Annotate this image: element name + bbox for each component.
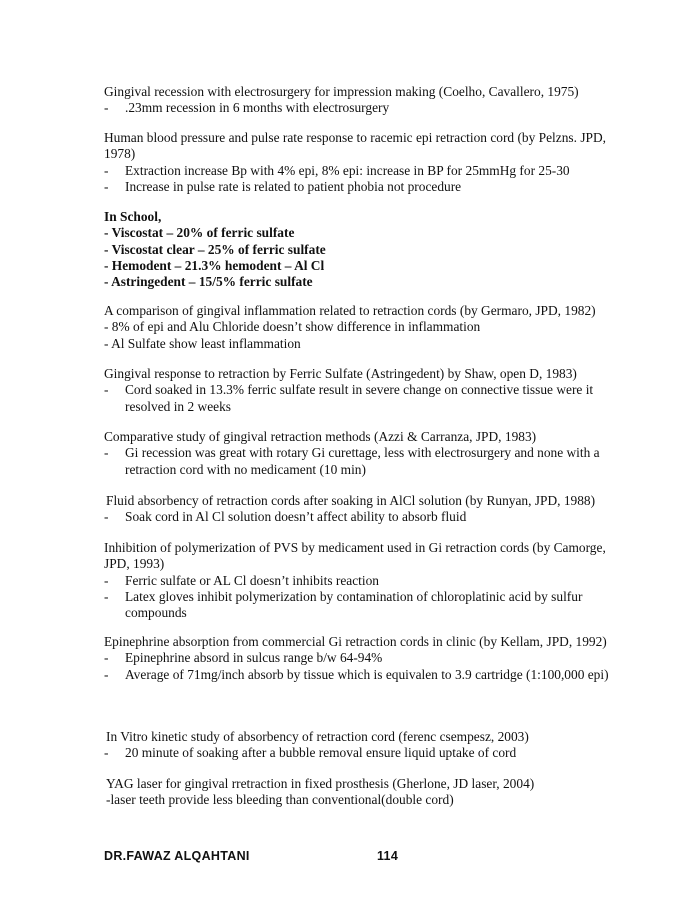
- footer-author: DR.FAWAZ ALQAHTANI: [104, 849, 250, 863]
- bullet-dash: -: [104, 588, 109, 604]
- bullet-item: [104, 179, 624, 195]
- page-number: 114: [377, 849, 399, 863]
- bullet-text: .23mm recession in 6 months with electrosurgery: [125, 100, 390, 116]
- bullet-item: [104, 509, 626, 525]
- bullet-item: [104, 445, 624, 478]
- bullet-text: Cord soaked in 13.3% ferric sulfate result in severe change on connective tissue were it resolved in 2 weeks: [125, 382, 594, 414]
- section-electrosurgery-recession: [104, 84, 624, 117]
- product-line: - Hemodent – 21.3% hemodent – Al Cl: [104, 257, 325, 273]
- bullet-dash: -: [104, 445, 109, 461]
- bullet-dash: -: [104, 650, 109, 666]
- bullet-text: Increase in pulse rate is related to patient phobia not procedure: [125, 178, 462, 194]
- bullet-text: Ferric sulfate or AL Cl doesn’t inhibits reaction: [125, 572, 379, 588]
- section-heading: A comparison of gingival inflammation related to retraction cords (by Germaro, JPD, 1982): [104, 303, 596, 318]
- section-pvs-polymerization: [104, 540, 624, 621]
- section-heading: Gingival recession with electrosurgery for impression making (Coelho, Cavallero, 1975): [104, 84, 579, 99]
- bullet-dash: -: [104, 100, 109, 116]
- section-in-school: [104, 209, 624, 290]
- section-heading: In School,: [104, 209, 162, 224]
- plain-line: -laser teeth provide less bleeding than conventional(double cord): [106, 792, 454, 808]
- plain-line: - Al Sulfate show least inflammation: [104, 335, 301, 351]
- bullet-text: 20 minute of soaking after a bubble removal ensure liquid uptake of cord: [125, 745, 517, 761]
- bullet-dash: -: [104, 666, 109, 682]
- bullet-item: [104, 650, 624, 666]
- bullet-item: [104, 589, 624, 622]
- bullet-item: [104, 163, 624, 179]
- bullet-dash: -: [104, 382, 109, 398]
- bullet-text: Gi recession was great with rotary Gi curettage, less with electrosurgery and none with a retraction cord with no medicament (10 min): [125, 445, 600, 477]
- plain-line: - 8% of epi and Alu Chloride doesn’t show difference in inflammation: [104, 319, 481, 335]
- bullet-dash: -: [104, 509, 109, 525]
- section-heading: Comparative study of gingival retraction methods (Azzi & Carranza, JPD, 1983): [104, 429, 537, 444]
- section-fluid-absorbency: [106, 493, 626, 526]
- product-line: - Astringedent – 15/5% ferric sulfate: [104, 274, 313, 290]
- section-heading: Gingival response to retraction by Ferric Sulfate (Astringedent) by Shaw, open D, 1983): [104, 366, 577, 381]
- bullet-dash: -: [104, 572, 109, 588]
- bullet-text: Epinephrine absord in sulcus range b/w 64-94%: [125, 650, 383, 666]
- bullet-dash: -: [104, 162, 109, 178]
- bullet-dash: -: [104, 178, 109, 194]
- product-line: - Viscostat – 20% of ferric sulfate: [104, 225, 295, 241]
- section-epinephrine-absorption: [104, 634, 624, 683]
- bullet-text: Average of 71mg/inch absorb by tissue which is equivalen to 3.9 cartridge (1:100,000 epi): [125, 666, 609, 682]
- product-line: - Viscostat clear – 25% of ferric sulfate: [104, 241, 326, 257]
- bullet-text: Soak cord in Al Cl solution doesn’t affect ability to absorb fluid: [125, 509, 467, 525]
- bullet-item: [104, 573, 624, 589]
- section-ferric-sulfate-response: [104, 366, 624, 415]
- bullet-item: [104, 745, 626, 761]
- section-heading: YAG laser for gingival rretraction in fixed prosthesis (Gherlone, JD laser, 2004): [106, 776, 535, 791]
- bullet-text: Latex gloves inhibit polymerization by contamination of chloroplatinic acid by sulfur compounds: [125, 588, 583, 621]
- bullet-dash: -: [104, 745, 109, 761]
- section-heading: In Vitro kinetic study of absorbency of retraction cord (ferenc csempesz, 2003): [106, 729, 529, 744]
- bullet-item: [104, 667, 624, 683]
- section-blood-pressure-response: [104, 130, 624, 195]
- section-yag-laser: [106, 776, 626, 809]
- bullet-item: [104, 100, 624, 116]
- section-heading: Inhibition of polymerization of PVS by medicament used in Gi retraction cords (by Camorge, JPD, 1993): [104, 540, 606, 572]
- section-in-vitro-kinetic: [106, 729, 626, 762]
- section-gingival-inflammation: [104, 303, 624, 352]
- bullet-item: [104, 382, 624, 415]
- bullet-text: Extraction increase Bp with 4% epi, 8% epi: increase in BP for 25mmHg for 25-30: [125, 162, 570, 178]
- section-heading: Fluid absorbency of retraction cords after soaking in AlCl solution (by Runyan, JPD, 1988): [106, 493, 596, 508]
- section-retraction-methods: [104, 429, 624, 478]
- section-heading: Epinephrine absorption from commercial Gi retraction cords in clinic (by Kellam, JPD, 1992): [104, 634, 607, 649]
- section-heading: Human blood pressure and pulse rate response to racemic epi retraction cord (by Pelzns. JPD, 1978): [104, 130, 606, 162]
